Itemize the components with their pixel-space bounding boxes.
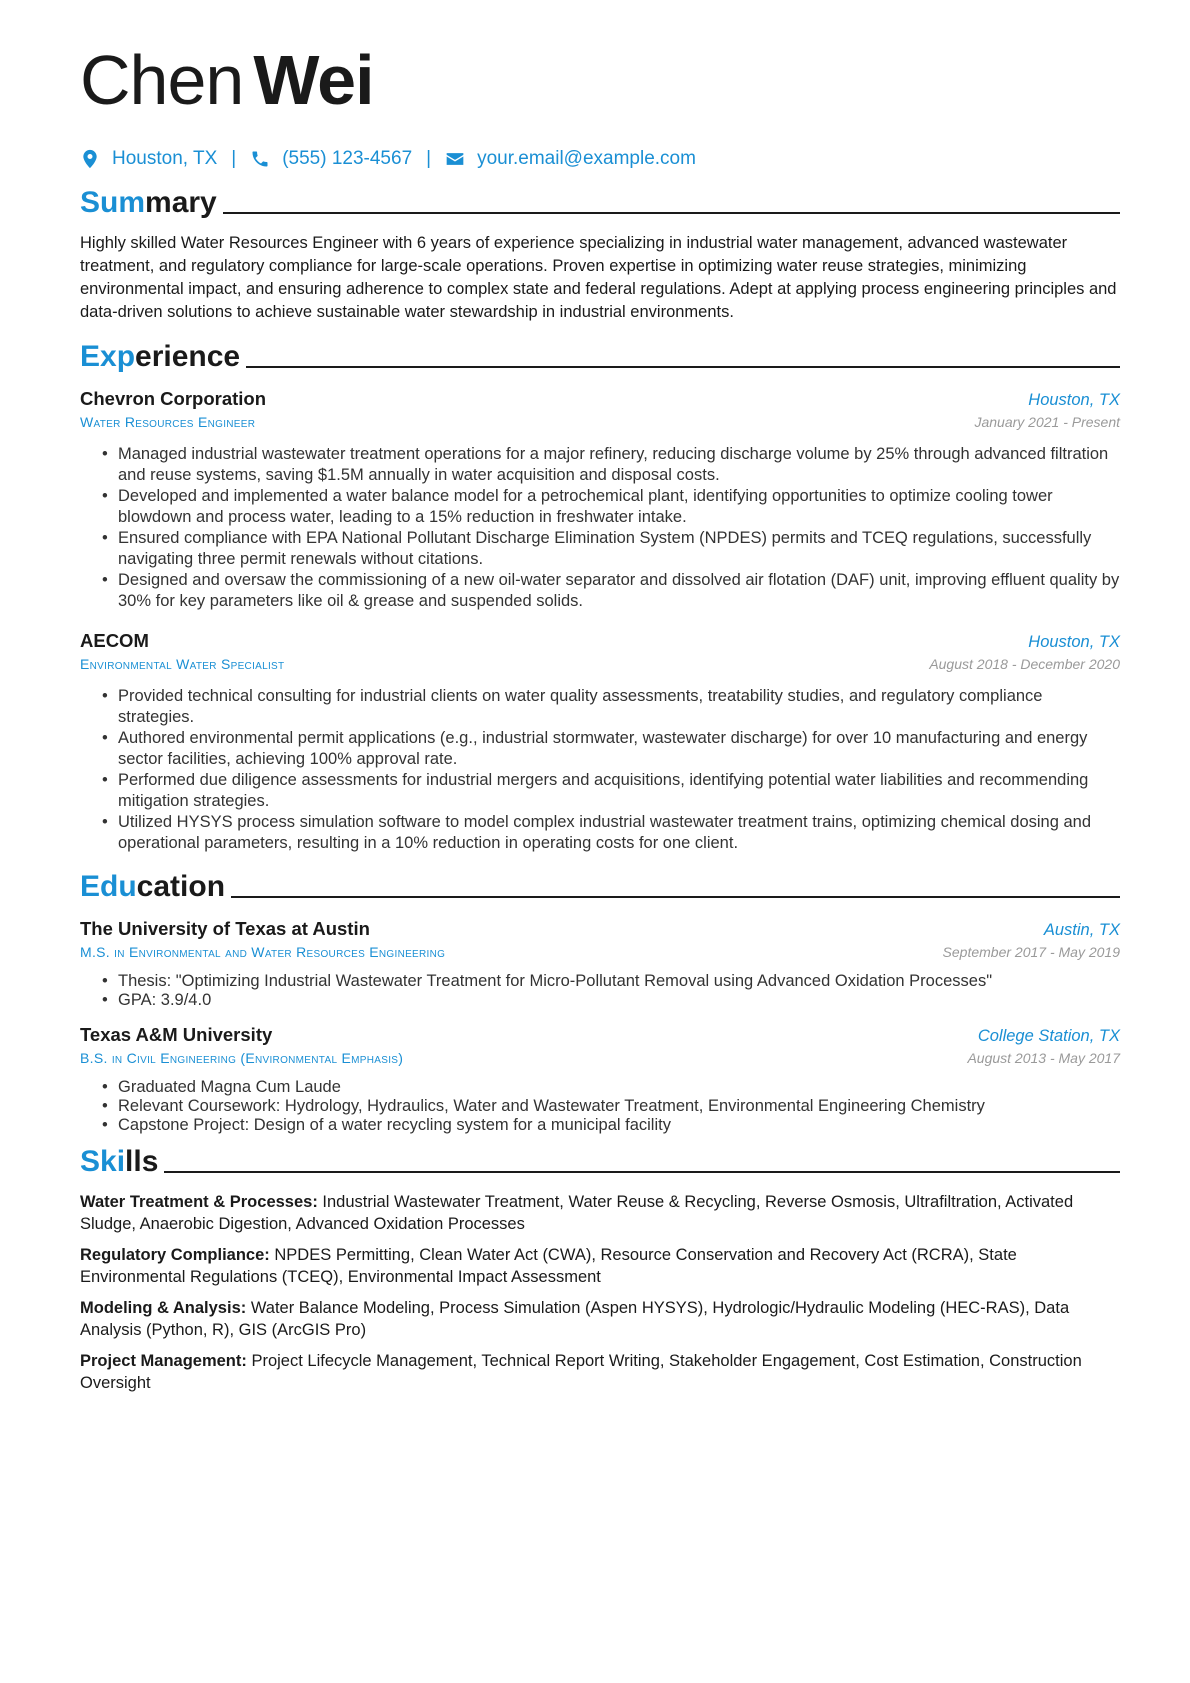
phone-text: (555) 123-4567 xyxy=(282,148,413,169)
section-title-skills xyxy=(80,1143,1120,1179)
entry-location: Houston, TX xyxy=(1028,633,1120,651)
bullet-item: • Capstone Project: Design of a water recycling system for a municipal facility xyxy=(102,1116,1120,1135)
title-rest: erience xyxy=(135,340,241,373)
degree-title: M.S. in Environmental and Water Resources Engineering xyxy=(80,944,446,960)
entry-dates: January 2021 - Present xyxy=(974,414,1120,430)
envelope-icon xyxy=(445,149,465,169)
bullet-item: • Developed and implemented a water balance model for a petrochemical plant, identifying opportunities to optimize cooling tower blowdown and process water, leading to a 15% reduction in freshwater intake. xyxy=(102,486,1120,528)
section-rule xyxy=(223,212,1120,214)
section-rule xyxy=(246,366,1120,368)
section-title-education xyxy=(80,868,1120,904)
contact-row xyxy=(80,146,1120,172)
section-title-summary xyxy=(80,184,1120,220)
skill-category: Project Management: xyxy=(80,1352,247,1370)
school-name: Texas A&M University xyxy=(80,1024,273,1045)
bullet-list xyxy=(80,444,1120,612)
skill-category: Water Treatment & Processes: xyxy=(80,1193,318,1211)
job-title: Environmental Water Specialist xyxy=(80,656,285,672)
bullet-item: • Graduated Magna Cum Laude xyxy=(102,1078,1120,1097)
title-rest: lls xyxy=(125,1145,159,1178)
bullet-item: • GPA: 3.9/4.0 xyxy=(102,991,1120,1010)
bullet-item: • Relevant Coursework: Hydrology, Hydraulics, Water and Wastewater Treatment, Environmental Engineering Chemistry xyxy=(102,1097,1120,1116)
bullet-list xyxy=(80,972,1120,1010)
job-title: Water Resources Engineer xyxy=(80,414,256,430)
title-accent: Exp xyxy=(80,340,136,373)
contact-location xyxy=(80,148,217,170)
bullet-item: • Performed due diligence assessments for industrial mergers and acquisitions, identifying potential water liabilities and recommending mitigation strategies. xyxy=(102,770,1120,812)
skill-list: Industrial Wastewater Treatment, Water Reuse & Recycling, Reverse Osmosis, Ultrafiltration, Activated Sludge, Anaerobic Digestion, Advanced Oxidation Processes xyxy=(80,1193,1074,1233)
title-accent: Edu xyxy=(80,870,137,903)
experience-entry xyxy=(80,388,1120,612)
skill-list: NPDES Permitting, Clean Water Act (CWA), Resource Conservation and Recovery Act (RCRA), State Environmental Regulations (TCEQ), Environmental Impact Assessment xyxy=(80,1246,1017,1286)
candidate-name xyxy=(80,40,1120,120)
bullet-item: • Authored environmental permit applications (e.g., industrial stormwater, wastewater discharge) for over 10 manufacturing and energy sector facilities, achieving 100% approval rate. xyxy=(102,728,1120,770)
title-rest: cation xyxy=(136,870,226,903)
employer-name: Chevron Corporation xyxy=(80,388,267,409)
title-rest: mary xyxy=(145,186,217,219)
resume-page xyxy=(80,40,1120,1394)
skill-group xyxy=(80,1297,1120,1341)
last-name: Wei xyxy=(253,41,374,119)
section-rule xyxy=(231,896,1120,898)
contact-email[interactable] xyxy=(445,148,696,170)
school-name: The University of Texas at Austin xyxy=(80,918,370,939)
email-text: your.email@example.com xyxy=(477,148,696,169)
bullet-item: • Provided technical consulting for industrial clients on water quality assessments, treatability studies, and regulatory compliance strategies. xyxy=(102,686,1120,728)
skill-group xyxy=(80,1350,1120,1394)
location-text: Houston, TX xyxy=(112,148,218,169)
bullet-item: • Designed and oversaw the commissioning of a new oil-water separator and dissolved air flotation (DAF) unit, improving effluent quality by 30% for key parameters like oil & grease and suspended solids. xyxy=(102,570,1120,612)
contact-phone[interactable] xyxy=(250,148,412,170)
education-entry xyxy=(80,1024,1120,1135)
skill-list: Project Lifecycle Management, Technical Report Writing, Stakeholder Engagement, Cost Estimation, Construction Oversight xyxy=(80,1352,1082,1392)
employer-name: AECOM xyxy=(80,630,149,651)
section-title-experience xyxy=(80,338,1120,374)
section-rule xyxy=(164,1171,1120,1173)
experience-entry xyxy=(80,630,1120,854)
summary-text: Highly skilled Water Resources Engineer with 6 years of experience specializing in industrial water management, advanced wastewater treatment, and regulatory compliance for large-scale operations. Proven expertise in optimizing water reuse strategies, minimizing environmental impact, and ensuring adherence to complex state and federal regulations. Adept at applying process engineering principles and data-driven solutions to achieve sustainable water stewardship in industrial environments. xyxy=(80,234,1117,321)
skill-group xyxy=(80,1191,1120,1235)
skill-category: Modeling & Analysis: xyxy=(80,1299,247,1317)
map-pin-icon xyxy=(80,149,100,169)
entry-location: Austin, TX xyxy=(1043,921,1120,939)
entry-location: College Station, TX xyxy=(977,1027,1120,1045)
education-entry xyxy=(80,918,1120,1010)
bullet-list xyxy=(80,686,1120,854)
skill-list: Water Balance Modeling, Process Simulation (Aspen HYSYS), Hydrologic/Hydraulic Modeling (HEC-RAS), Data Analysis (Python, R), GIS (ArcGIS Pro) xyxy=(80,1299,1070,1339)
entry-dates: August 2018 - December 2020 xyxy=(929,656,1120,672)
bullet-item: • Thesis: "Optimizing Industrial Wastewater Treatment for Micro-Pollutant Removal using Advanced Oxidation Processes" xyxy=(102,972,1120,991)
title-accent: Ski xyxy=(80,1145,126,1178)
first-name: Chen xyxy=(80,41,244,119)
bullet-item: • Utilized HYSYS process simulation software to model complex industrial wastewater treatment trains, optimizing chemical dosing and operational parameters, resulting in a 10% reduction in operating costs for one client. xyxy=(102,812,1120,854)
entry-location: Houston, TX xyxy=(1028,391,1120,409)
entry-dates: September 2017 - May 2019 xyxy=(942,944,1120,960)
bullet-item: • Managed industrial wastewater treatment operations for a major refinery, reducing discharge volume by 25% through advanced filtration and reuse systems, saving $1.5M annually in water acquisition and disposal costs. xyxy=(102,444,1120,486)
entry-dates: August 2013 - May 2017 xyxy=(967,1050,1120,1066)
skill-group xyxy=(80,1244,1120,1288)
skill-category: Regulatory Compliance: xyxy=(80,1246,270,1264)
contact-separator: | xyxy=(426,148,432,169)
bullet-item: • Ensured compliance with EPA National Pollutant Discharge Elimination System (NPDES) permits and TCEQ regulations, successfully navigating three permit renewals without citations. xyxy=(102,528,1120,570)
bullet-list xyxy=(80,1078,1120,1135)
title-accent: Sum xyxy=(80,186,146,219)
phone-icon xyxy=(250,149,270,169)
contact-separator: | xyxy=(231,148,237,169)
degree-title: B.S. in Civil Engineering (Environmental Emphasis) xyxy=(80,1050,404,1066)
